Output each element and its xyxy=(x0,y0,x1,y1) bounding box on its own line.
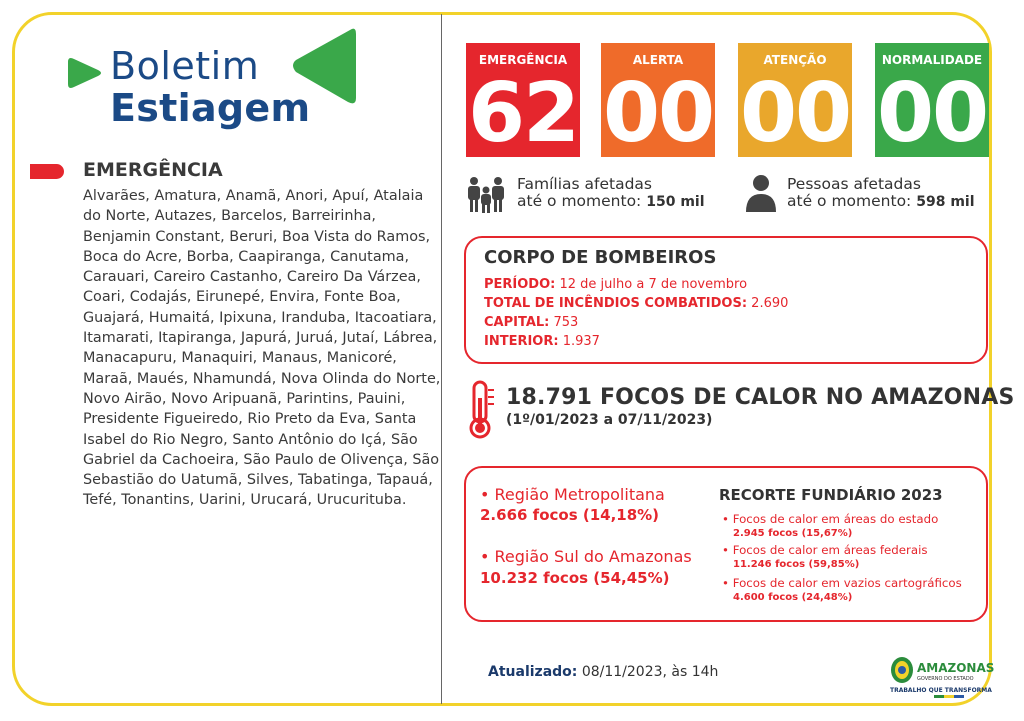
logo-title-line1: Boletim xyxy=(110,44,260,88)
logo-title-line2: Estiagem xyxy=(110,86,311,130)
region-south-label: • Região Sul do Amazonas xyxy=(480,547,692,566)
firefighters-title: CORPO DE BOMBEIROS xyxy=(484,247,717,268)
status-label: ATENÇÃO xyxy=(763,53,827,67)
amazonas-logo-name: AMAZONAS xyxy=(917,661,995,675)
heat-spots-title: 18.791 FOCOS DE CALOR NO AMAZONAS xyxy=(506,385,1015,410)
status-card-emergencia xyxy=(466,43,580,161)
land-void-label: • Focos de calor em vazios cartográficos xyxy=(722,576,962,590)
heat-spots-period: (1º/01/2023 a 07/11/2023) xyxy=(506,412,713,428)
updated-timestamp: Atualizado: 08/11/2023, às 14h xyxy=(488,664,719,680)
families-value: 150 mil xyxy=(646,194,705,210)
family-icon xyxy=(466,176,506,214)
land-federal-value: 11.246 focos (59,85%) xyxy=(733,559,860,570)
land-state-value: 2.945 focos (15,67%) xyxy=(733,528,853,539)
status-label: ALERTA xyxy=(632,53,684,67)
amazonas-slogan: TRABALHO QUE TRANSFORMA xyxy=(890,687,992,694)
amazonas-crest-icon xyxy=(890,656,914,684)
firefighters-capital: CAPITAL: 753 xyxy=(484,315,579,330)
amazonas-flag-stripe xyxy=(934,695,964,698)
status-card-alerta xyxy=(601,43,715,161)
firefighters-interior: INTERIOR: 1.937 xyxy=(484,334,600,349)
region-metropolitan-value: 2.666 focos (14,18%) xyxy=(480,506,660,524)
people-label-2: até o momento: xyxy=(787,192,912,210)
status-value: 00 xyxy=(739,66,851,161)
region-metropolitan-label: • Região Metropolitana xyxy=(480,485,665,504)
person-icon xyxy=(744,174,778,214)
status-value: 00 xyxy=(602,66,714,161)
land-breakdown-title: RECORTE FUNDIÁRIO 2023 xyxy=(719,486,943,504)
land-state-label: • Focos de calor em áreas do estado xyxy=(722,512,939,526)
land-void-value: 4.600 focos (24,48%) xyxy=(733,592,853,603)
status-card-atencao xyxy=(738,43,852,161)
region-south-value: 10.232 focos (54,45%) xyxy=(480,569,670,587)
people-value: 598 mil xyxy=(916,194,975,210)
families-affected xyxy=(517,176,705,211)
families-label-2: até o momento: xyxy=(517,192,642,210)
status-label: EMERGÊNCIA xyxy=(478,53,568,67)
status-label: NORMALIDADE xyxy=(881,53,983,67)
people-label: Pessoas afetadas xyxy=(787,175,921,193)
families-label: Famílias afetadas xyxy=(517,175,652,193)
thermometer-icon xyxy=(464,380,498,440)
status-value: 62 xyxy=(467,66,579,161)
status-card-normalidade xyxy=(875,43,989,161)
firefighters-period: PERÍODO: 12 de julho a 7 de novembro xyxy=(484,277,748,292)
emergency-title: EMERGÊNCIA xyxy=(83,159,223,181)
emergency-marker xyxy=(30,164,64,179)
land-federal-label: • Focos de calor em áreas federais xyxy=(722,543,928,557)
firefighters-total: TOTAL DE INCÊNDIOS COMBATIDOS: 2.690 xyxy=(484,296,789,311)
amazonas-logo-sub: GOVERNO DO ESTADO xyxy=(917,676,974,682)
emergency-municipalities: Alvarães, Amatura, Anamã, Anori, Apuí, Atalaia do Norte, Autazes, Barcelos, Barreirinha, Benjamin Constant, Beruri, Boa Vista do Ramos, Boca do Acre, Borba, Caapiranga, Canutama, Carauari, Careiro Castanho, Careiro Da Várzea, Coari, Codajás, Eirunepé, Envira, Fonte Boa, Guajará, Humaitá, Ipixuna, Iranduba, Itacoatiara, Itamarati, Itapiranga, Japurá, Juruá, Jutaí, Lábrea, Manacapuru, Manaquiri, Manaus, Manicoré, Maraã, Maués, Nhamundá, Nova Olinda do Norte, Novo Airão, Novo Aripuanã, Parintins, Pauini, Presidente Figueiredo, Rio Preto da Eva, Santa Isabel do Rio Negro, Santo Antônio do Içá, São Gabriel da Cachoeira, São Paulo de Olivença, São Sebastião do Uatumã, Silves, Tabatinga, Tapauá, Tefé, Tonantins, Uarini, Urucará, Urucurituba. xyxy=(83,188,441,509)
people-affected xyxy=(787,176,975,211)
status-value: 00 xyxy=(876,66,988,161)
play-triangle-small-icon xyxy=(64,56,104,90)
